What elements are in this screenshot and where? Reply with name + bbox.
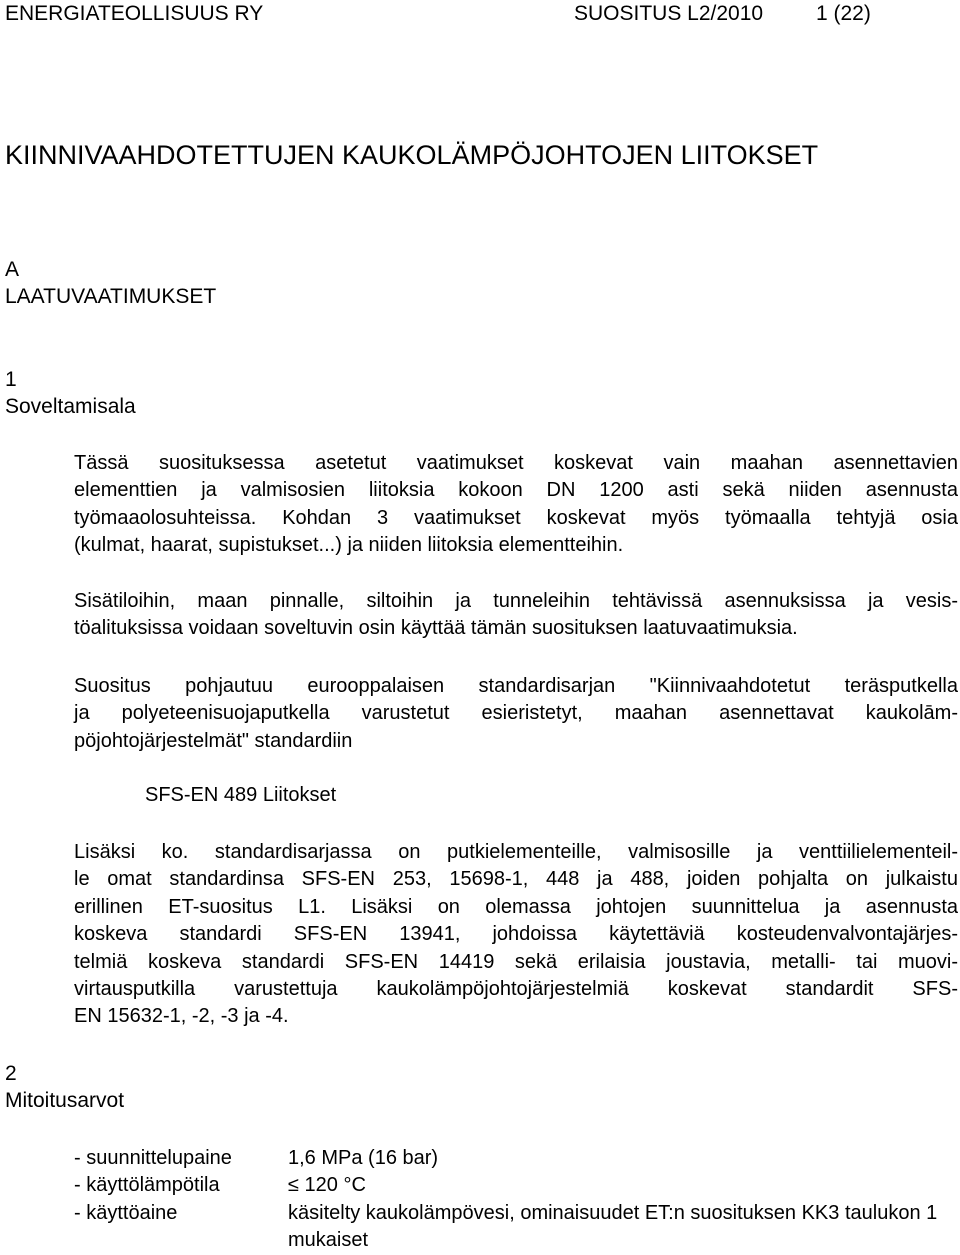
paragraph-line: töalituksissa voidaan soveltuvin osin käyttää tämän suosituksen laatuvaatimuksia. <box>74 617 798 640</box>
paragraph-line: Sisätiloihin, maan pinnalle, siltoihin ja tunneleihin tehtävissä asennuksissa ja vesis- <box>74 590 958 612</box>
paragraph-line: erillinen ET-suositus L1. Lisäksi on olemassa johtojen suunnittelua ja asennusta <box>74 895 958 918</box>
paragraph-line: le omat standardinsa SFS-EN 253, 15698-1, 448 ja 488, joiden pohjalta on julkaistu <box>74 868 958 891</box>
paragraph-line: EN 15632-1, -2, -3 ja -4. <box>74 1005 289 1028</box>
standard-reference: SFS-EN 489 Liitokset <box>145 784 337 806</box>
paragraph-line: Tässä suosituksessa asetetut vaatimukset koskevat vain maahan asennettavien <box>74 452 958 474</box>
paragraph-line: (kulmat, haarat, supistukset...) ja niiden liitoksia elementteihin. <box>74 534 624 557</box>
section-1-paragraph-2 <box>74 588 958 643</box>
paragraph-line: Suositus pohjautuu eurooppalaisen standardisarjan "Kiinnivaahdotetut teräsputkella <box>74 675 958 697</box>
part-heading: LAATUVAATIMUKSET <box>5 285 217 308</box>
section-1-paragraph-3 <box>74 673 958 755</box>
param-value: käsitelty kaukolämpövesi, ominaisuudet ET:n suosituksen KK3 taulukon 1 mukaiset <box>288 1202 938 1252</box>
paragraph-line: ja polyeteenisuojaputkella varustetut esieristetyt, maahan asennettavat kaukolām- <box>74 702 958 725</box>
param-name: - käyttöaine <box>74 1202 178 1224</box>
paragraph-line: elementtien ja valmisosien liitoksia kokoon DN 1200 asti sekä niiden asennusta <box>74 479 958 502</box>
section-1-paragraph-1 <box>74 450 958 560</box>
section-1-heading: Soveltamisala <box>5 395 136 418</box>
header-page-number: 1 (22) <box>816 2 871 25</box>
section-1-paragraph-4 <box>74 839 958 1031</box>
section-2-heading: Mitoitusarvot <box>5 1089 125 1112</box>
param-name: - suunnittelupaine <box>74 1147 232 1169</box>
paragraph-line: virtausputkilla varustettuja kaukolämpöjohtojärjestelmiä koskevat standardit SFS- <box>74 978 958 1001</box>
paragraph-line: koskeva standardi SFS-EN 13941, johdoissa käytettäviä kosteudenvalvontajärjes- <box>74 923 958 946</box>
header-doc-code: SUOSITUS L2/2010 <box>574 2 764 25</box>
param-name: - käyttölämpötila <box>74 1174 220 1196</box>
section-1-number: 1 <box>5 368 17 391</box>
paragraph-line: telmiä koskeva standardi SFS-EN 14419 sekä erilaisia joustavia, metalli- tai muovi- <box>74 950 958 973</box>
header-organization: ENERGIATEOLLISUUS RY <box>5 2 264 25</box>
part-letter: A <box>5 258 20 281</box>
document-title: KIINNIVAAHDOTETTUJEN KAUKOLÄMPÖJOHTOJEN LIITOKSET <box>5 140 819 170</box>
section-2-number: 2 <box>5 1062 17 1085</box>
param-value: 1,6 MPa (16 bar) <box>288 1147 439 1169</box>
paragraph-line: Lisäksi ko. standardisarjassa on putkielementeille, valmisosille ja venttiilielementeil- <box>74 841 958 863</box>
paragraph-line: työmaaolosuhteissa. Kohdan 3 vaatimukset koskevat myös työmaalla tehtyjä osia <box>74 506 958 529</box>
paragraph-line: pöjohtojärjestelmät" standardiin <box>74 729 353 752</box>
param-value: ≤ 120 °C <box>288 1174 366 1196</box>
